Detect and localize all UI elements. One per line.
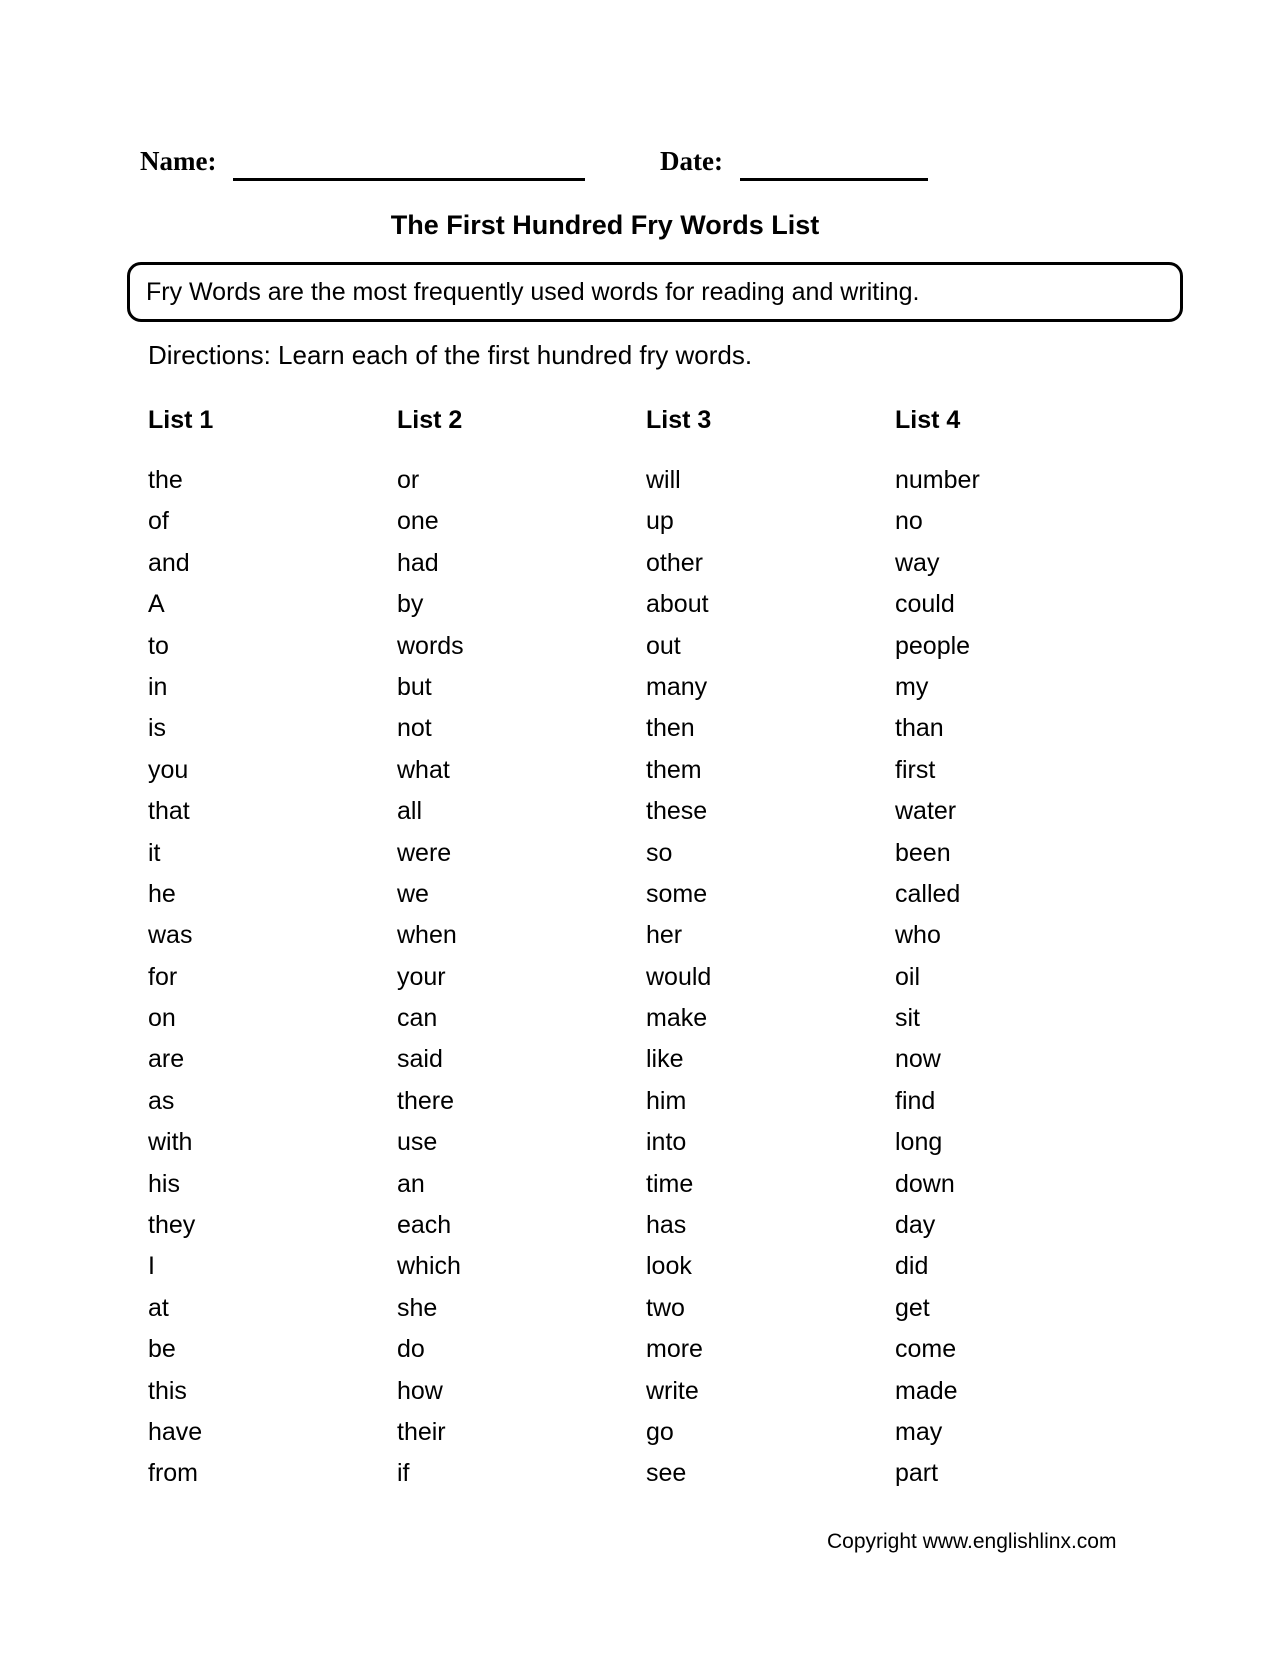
word-item: no [895,507,923,536]
directions-text: Directions: Learn each of the first hundred fry words. [148,340,753,370]
word-item: do [397,1335,425,1364]
word-item: could [895,590,955,619]
list-words [397,460,646,1495]
word-item: this [148,1376,187,1405]
word-item: I [148,1252,155,1281]
word-item: their [397,1417,446,1446]
word-item: that [148,797,190,826]
date-blank-line [740,148,928,181]
word-item: number [895,466,980,494]
word-item: called [895,879,961,908]
word-item: about [646,590,709,619]
word-item: has [646,1211,687,1240]
word-item: of [148,507,169,536]
word-item: there [397,1086,454,1115]
word-item: if [397,1459,410,1488]
word-item: how [397,1376,443,1405]
word-item: these [646,797,708,826]
word-item: is [148,714,167,743]
word-item: she [397,1293,438,1322]
word-item: each [397,1211,452,1240]
word-item: they [148,1211,196,1240]
word-item: now [895,1045,941,1074]
word-item: than [895,714,944,743]
word-item: had [397,548,439,577]
word-item: on [148,1004,176,1033]
info-box-text: Fry Words are the most frequently used words for reading and writing. [146,277,920,306]
name-blank-line [233,148,585,181]
word-item: he [148,879,176,908]
info-box [127,262,1183,322]
word-item: was [148,921,193,950]
word-item: and [148,548,190,577]
word-item: are [148,1045,185,1074]
word-item: may [895,1417,943,1446]
word-item: not [397,714,432,743]
word-item: have [148,1417,203,1446]
word-item: water [895,797,957,826]
word-item: the [148,466,183,494]
word-item: did [895,1252,929,1281]
word-item: who [895,921,941,950]
word-item: words [397,631,464,660]
word-item: up [646,507,674,536]
word-item: him [646,1086,687,1115]
word-item: people [895,631,971,660]
word-item: from [148,1459,198,1488]
word-item: her [646,921,683,950]
word-item: write [646,1376,699,1405]
word-item: can [397,1004,438,1033]
word-item: my [895,672,929,701]
word-item: made [895,1376,958,1405]
word-item: what [397,755,450,784]
word-item: come [895,1335,957,1364]
word-item: his [148,1169,180,1198]
word-item: but [397,672,432,701]
word-item: it [148,838,161,867]
word-item: two [646,1293,685,1322]
word-list-column [646,406,895,1495]
word-item: with [148,1128,193,1157]
word-item: when [397,921,457,950]
word-item: to [148,631,169,660]
word-item: been [895,838,951,867]
word-item: be [148,1335,176,1364]
word-list-column [397,406,646,1495]
list-words [148,460,397,1495]
word-item: oil [895,962,921,991]
date-label: Date: [660,146,723,176]
word-item: time [646,1169,694,1198]
word-item: in [148,672,168,701]
word-item: you [148,755,189,784]
word-item: we [397,879,429,908]
list-header: List 4 [895,406,961,434]
word-item: them [646,755,702,784]
word-item: an [397,1169,425,1198]
word-item: see [646,1459,687,1488]
word-item: part [895,1459,939,1488]
word-item: will [646,466,681,494]
word-item: which [397,1252,461,1281]
list-header: List 2 [397,406,463,434]
list-header: List 3 [646,406,712,434]
word-item: make [646,1004,708,1033]
word-item: get [895,1293,930,1322]
copyright-text: Copyright www.englishlinx.com [827,1530,1117,1553]
word-item: many [646,672,708,701]
word-item: one [397,507,439,536]
word-item: sit [895,1004,920,1033]
word-item: way [895,548,940,577]
word-item: would [646,962,712,991]
word-list-column [148,406,397,1495]
word-item: like [646,1045,684,1074]
word-item: by [397,590,424,619]
word-item: down [895,1169,955,1198]
word-item: your [397,962,446,991]
word-item: into [646,1128,687,1157]
word-item: look [646,1252,692,1281]
word-item: were [397,838,452,867]
word-item: go [646,1417,674,1446]
word-item: so [646,838,673,867]
word-item: use [397,1128,438,1157]
word-item: out [646,631,681,660]
word-item: some [646,879,708,908]
word-item: other [646,548,703,577]
word-item: first [895,755,936,784]
list-words [895,460,1144,1495]
word-item: long [895,1128,943,1157]
list-header: List 1 [148,406,214,434]
word-item: more [646,1335,703,1364]
word-item: all [397,797,423,826]
word-list-column [895,406,1144,1495]
word-lists [148,406,1144,1495]
word-item: as [148,1086,175,1115]
word-item: then [646,714,695,743]
word-item: A [148,590,165,619]
word-item: said [397,1045,443,1074]
page-title: The First Hundred Fry Words List [390,210,820,240]
word-item: find [895,1086,936,1115]
word-item: day [895,1211,936,1240]
word-item: at [148,1293,169,1322]
word-item: for [148,962,178,991]
name-label: Name: [140,146,217,176]
word-item: or [397,466,420,494]
list-words [646,460,895,1495]
